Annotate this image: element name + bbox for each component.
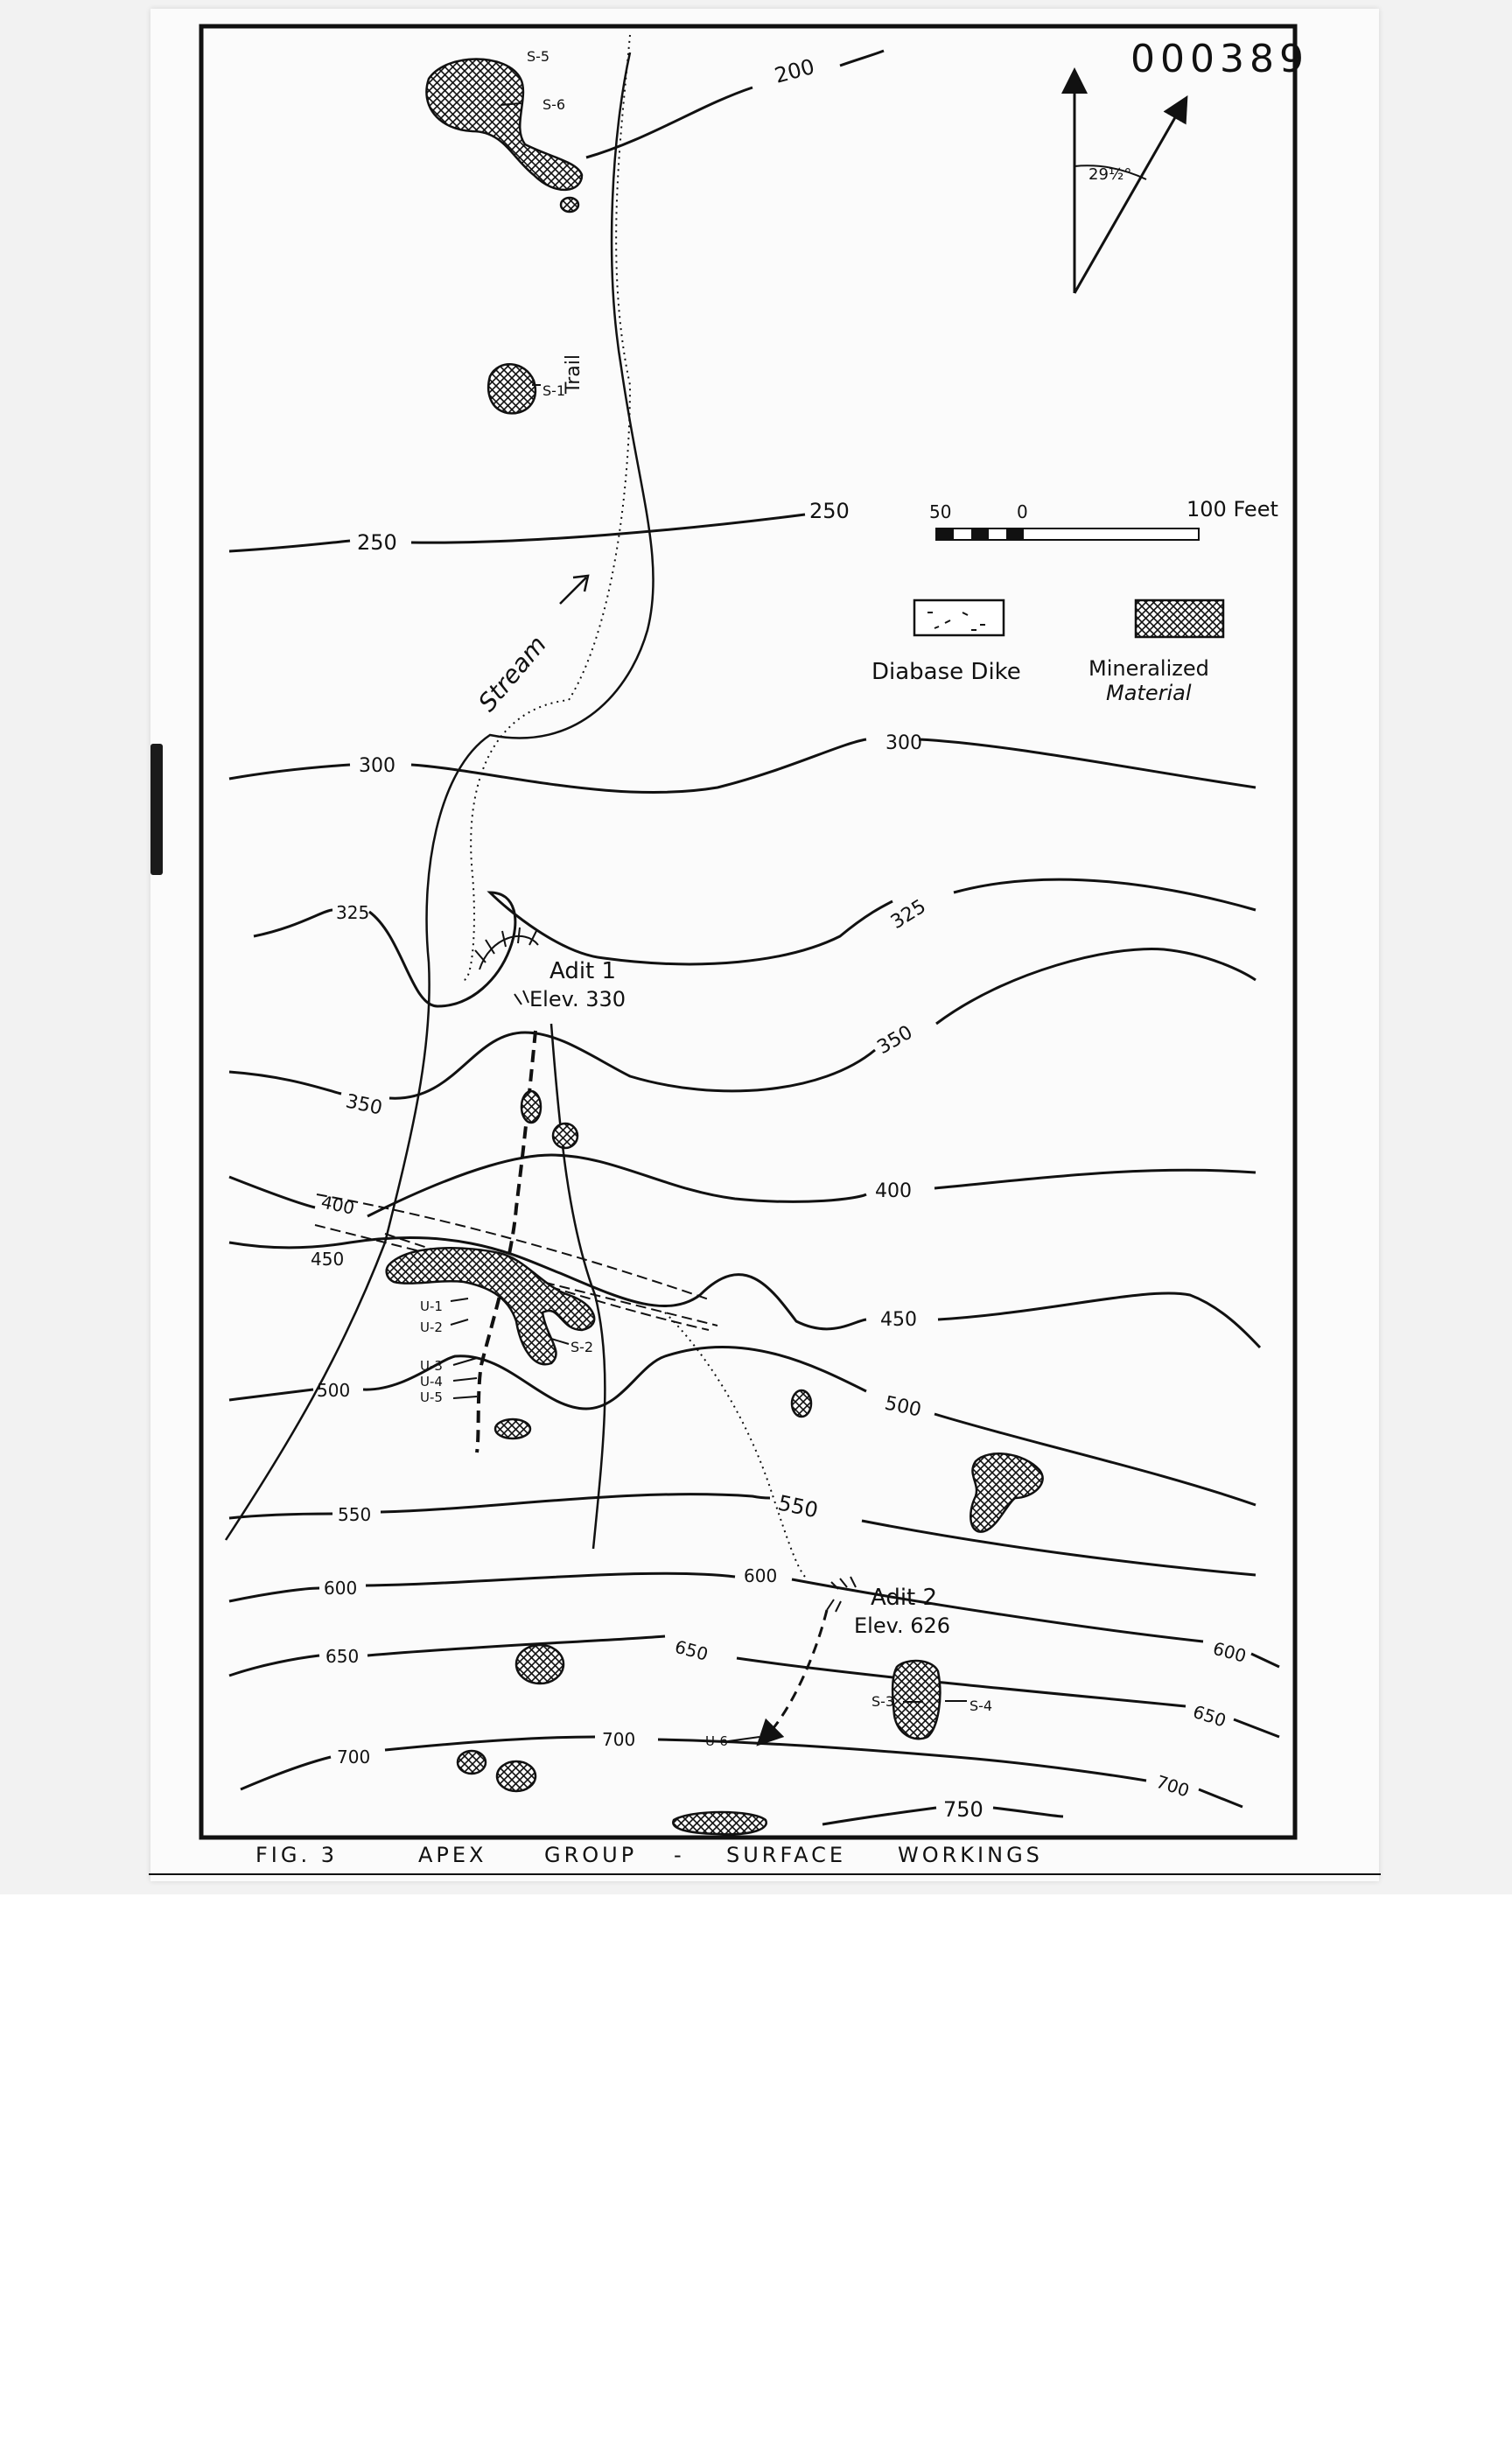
contour-label-600-left: 600: [324, 1578, 358, 1599]
mineralized-bodies: [387, 60, 1043, 1835]
caption-word-dash: -: [674, 1843, 682, 1867]
adit2-symbol: [827, 1577, 856, 1612]
contour-650: [229, 1636, 1279, 1737]
mineralized-body-s3-s4: [892, 1661, 940, 1739]
adit1-to-workings-path: [551, 1024, 605, 1549]
caption-word-workings: WORKINGS: [898, 1843, 1043, 1867]
sample-s3: S-3: [872, 1693, 895, 1710]
contour-label-450-left: 450: [311, 1249, 345, 1270]
mineralized-pod-8: [497, 1761, 536, 1791]
contour-label-650-mid: 650: [672, 1635, 710, 1665]
contour-250: [229, 514, 805, 551]
contour-label-450-right: 450: [880, 1309, 917, 1331]
contour-325: [254, 879, 1256, 1006]
scale-bar: [936, 528, 1199, 540]
sample-u2: U-2: [420, 1320, 443, 1335]
sample-s5: S-5: [527, 48, 550, 65]
contour-450: [229, 1238, 1260, 1348]
caption-word-surface: SURFACE: [726, 1843, 846, 1867]
contour-label-550-left: 550: [338, 1504, 372, 1525]
sample-s6: S-6: [542, 96, 566, 113]
mineralized-pod-5: [792, 1390, 811, 1417]
legend-mineralized-label-2: Material: [1106, 681, 1192, 705]
contour-label-500-right: 500: [882, 1392, 924, 1422]
dotted-path-to-adit2: [665, 1312, 805, 1577]
contour-label-600-right: 600: [1210, 1637, 1249, 1667]
sample-u6: U-6: [705, 1733, 728, 1749]
scale-bar-left-label: 50: [929, 501, 952, 522]
caption-word-apex: APEX: [418, 1843, 487, 1867]
adit2-name: Adit 2: [871, 1585, 938, 1611]
sample-u5: U-5: [420, 1390, 443, 1405]
contour-label-300-right: 300: [886, 732, 922, 754]
mineralized-body-north: [426, 60, 582, 190]
mineralized-pod-1: [561, 198, 578, 212]
adit1-elevation: Elev. 330: [529, 987, 626, 1012]
trail-label: Trail: [563, 354, 584, 394]
contour-label-700-left: 700: [337, 1746, 371, 1768]
contour-label-350-left: 350: [343, 1090, 385, 1120]
adit2-elevation: Elev. 626: [854, 1614, 951, 1638]
contour-label-200: 200: [772, 53, 817, 88]
contour-label-650-right: 650: [1190, 1700, 1229, 1732]
mineralized-pod-6: [516, 1645, 564, 1684]
contour-label-750: 750: [943, 1797, 984, 1822]
contour-label-400-left: 400: [318, 1191, 357, 1219]
contour-label-300-left: 300: [359, 755, 396, 777]
scale-bar-center-label: 0: [1017, 501, 1028, 522]
legend-mineralized-label-1: Mineralized: [1088, 656, 1209, 681]
contour-label-500-left: 500: [317, 1380, 351, 1401]
mineralized-body-east: [970, 1453, 1042, 1531]
contour-200: [586, 51, 884, 158]
contour-label-400-right: 400: [875, 1180, 912, 1202]
legend-diabase-label: Diabase Dike: [872, 659, 1021, 685]
sample-s1: S-1: [542, 382, 566, 399]
adit2-underground-workings: [766, 1610, 827, 1737]
mineralized-body-south: [673, 1812, 766, 1834]
caption-figure-number: FIG. 3: [256, 1843, 339, 1867]
sample-s2: S-2: [570, 1339, 594, 1355]
mineralized-body-s1: [488, 364, 536, 413]
sample-s4: S-4: [970, 1698, 993, 1714]
stream-label: Stream: [472, 630, 552, 718]
sample-u3: U-3: [420, 1358, 443, 1374]
contour-lines: [229, 51, 1279, 1824]
caption-word-group: GROUP: [544, 1843, 638, 1867]
contour-label-700-right: 700: [1153, 1770, 1193, 1802]
legend-mineralized-swatch: [1136, 600, 1223, 637]
mineralized-body-main: [387, 1248, 594, 1364]
contour-label-700-mid: 700: [602, 1729, 636, 1750]
mineralized-pod-4: [495, 1419, 530, 1438]
contour-label-325-left: 325: [336, 902, 370, 923]
mineralized-pod-2: [522, 1091, 541, 1123]
declination-label: 29½°: [1088, 165, 1132, 184]
stream-arrow: [560, 576, 588, 604]
mineralized-pod-3: [553, 1124, 578, 1148]
contour-500: [229, 1347, 1256, 1505]
contour-label-325-right: 325: [886, 895, 930, 934]
sample-u1: U-1: [420, 1298, 443, 1314]
contour-label-350-right: 350: [873, 1021, 917, 1060]
contour-label-250-right: 250: [809, 499, 850, 523]
contour-label-550-right: 550: [775, 1490, 821, 1523]
mineralized-pod-7: [458, 1751, 486, 1774]
contour-550: [229, 1494, 1256, 1575]
contour-label-650-left: 650: [326, 1646, 360, 1667]
contour-700: [241, 1737, 1242, 1807]
adit1-name: Adit 1: [550, 958, 617, 984]
scale-bar-right-label: 100 Feet: [1186, 497, 1278, 522]
document-number: 000389: [1130, 37, 1309, 81]
contour-label-600-mid: 600: [744, 1565, 778, 1586]
north-arrow: [1074, 80, 1181, 293]
sample-u4: U-4: [420, 1374, 443, 1390]
legend-diabase-swatch: [914, 600, 1004, 635]
contour-350: [229, 948, 1256, 1098]
contour-label-250-left: 250: [357, 530, 397, 555]
